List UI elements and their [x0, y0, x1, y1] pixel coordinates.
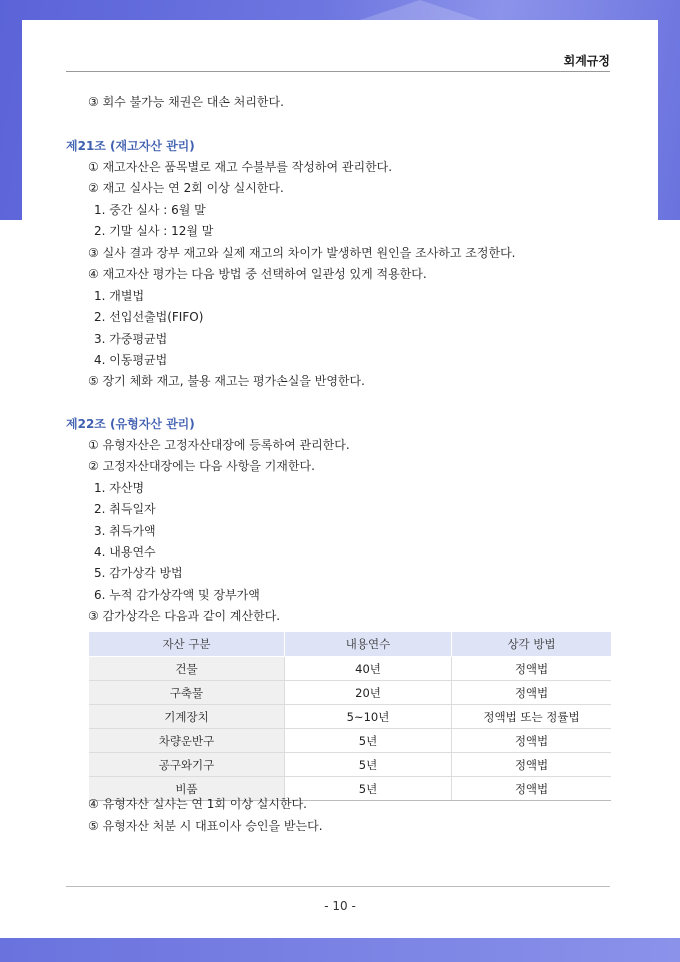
table-cell: 5년 [285, 777, 452, 801]
column-header: 내용연수 [285, 632, 452, 657]
list-item: 3. 가중평균법 [94, 332, 168, 346]
paragraph: ① 유형자산은 고정자산대장에 등록하여 관리한다. [88, 438, 350, 452]
list-item: 2. 취득일자 [94, 502, 156, 516]
paragraph: ③ 실사 결과 장부 재고와 실제 재고의 차이가 발생하면 원인을 조사하고 조정한다. [88, 246, 516, 260]
footer-divider [66, 886, 610, 887]
table-header-row [89, 632, 611, 657]
paragraph: ④ 유형자산 실사는 연 1회 이상 실시한다. [88, 797, 307, 811]
list-item: 1. 중간 실사 : 6월 말 [94, 203, 206, 217]
table-cell: 정액법 [452, 729, 612, 753]
paragraph: ① 재고자산은 품목별로 재고 수불부를 작성하여 관리한다. [88, 160, 393, 174]
paragraph: ② 재고 실사는 연 2회 이상 실시한다. [88, 181, 284, 195]
list-item: 5. 감가상각 방법 [94, 566, 183, 580]
table-cell: 20년 [285, 681, 452, 705]
document-title: 회계규정 [563, 54, 610, 68]
table-cell: 정액법 또는 정률법 [452, 705, 612, 729]
list-item: 2. 기말 실사 : 12월 말 [94, 224, 214, 238]
list-item: 3. 취득가액 [94, 524, 156, 538]
article-21-title: 제21조 (재고자산 관리) [66, 139, 195, 153]
paragraph: ⑤ 장기 체화 재고, 불용 재고는 평가손실을 반영한다. [88, 374, 365, 388]
table-cell: 차량운반구 [89, 729, 285, 753]
paragraph: ⑤ 유형자산 처분 시 대표이사 승인을 받는다. [88, 819, 323, 833]
list-item: 1. 자산명 [94, 481, 145, 495]
paragraph: ③ 회수 불가능 채권은 대손 처리한다. [88, 95, 284, 109]
table-cell: 정액법 [452, 753, 612, 777]
table-cell: 정액법 [452, 681, 612, 705]
table-row [89, 729, 611, 753]
paragraph: ④ 재고자산 평가는 다음 방법 중 선택하여 일관성 있게 적용한다. [88, 267, 427, 281]
table-cell: 정액법 [452, 657, 612, 681]
table-cell: 5년 [285, 753, 452, 777]
table-cell: 5~10년 [285, 705, 452, 729]
table-cell: 5년 [285, 729, 452, 753]
header-divider [66, 71, 610, 72]
table-row [89, 753, 611, 777]
table-cell: 기계장치 [89, 705, 285, 729]
column-header: 상각 방법 [452, 632, 612, 657]
depreciation-table [89, 632, 611, 801]
list-item: 6. 누적 감가상각액 및 장부가액 [94, 588, 260, 602]
table-cell: 40년 [285, 657, 452, 681]
decorative-shape [360, 0, 480, 20]
table-cell: 구축물 [89, 681, 285, 705]
table-row [89, 705, 611, 729]
list-item: 4. 내용연수 [94, 545, 156, 559]
page-number: - 10 - [324, 899, 356, 913]
table-cell: 비품 [89, 777, 285, 801]
table-cell: 공구와기구 [89, 753, 285, 777]
list-item: 4. 이동평균법 [94, 353, 168, 367]
footer-background [0, 938, 680, 962]
table-cell: 건물 [89, 657, 285, 681]
table-cell: 정액법 [452, 777, 612, 801]
article-22-title: 제22조 (유형자산 관리) [66, 417, 195, 431]
table-row [89, 657, 611, 681]
list-item: 1. 개별법 [94, 289, 145, 303]
paragraph: ② 고정자산대장에는 다음 사항을 기재한다. [88, 459, 315, 473]
document-page [22, 20, 658, 938]
list-item: 2. 선입선출법(FIFO) [94, 310, 204, 324]
column-header: 자산 구분 [89, 632, 285, 657]
table-row [89, 681, 611, 705]
paragraph: ③ 감가상각은 다음과 같이 계산한다. [88, 609, 281, 623]
